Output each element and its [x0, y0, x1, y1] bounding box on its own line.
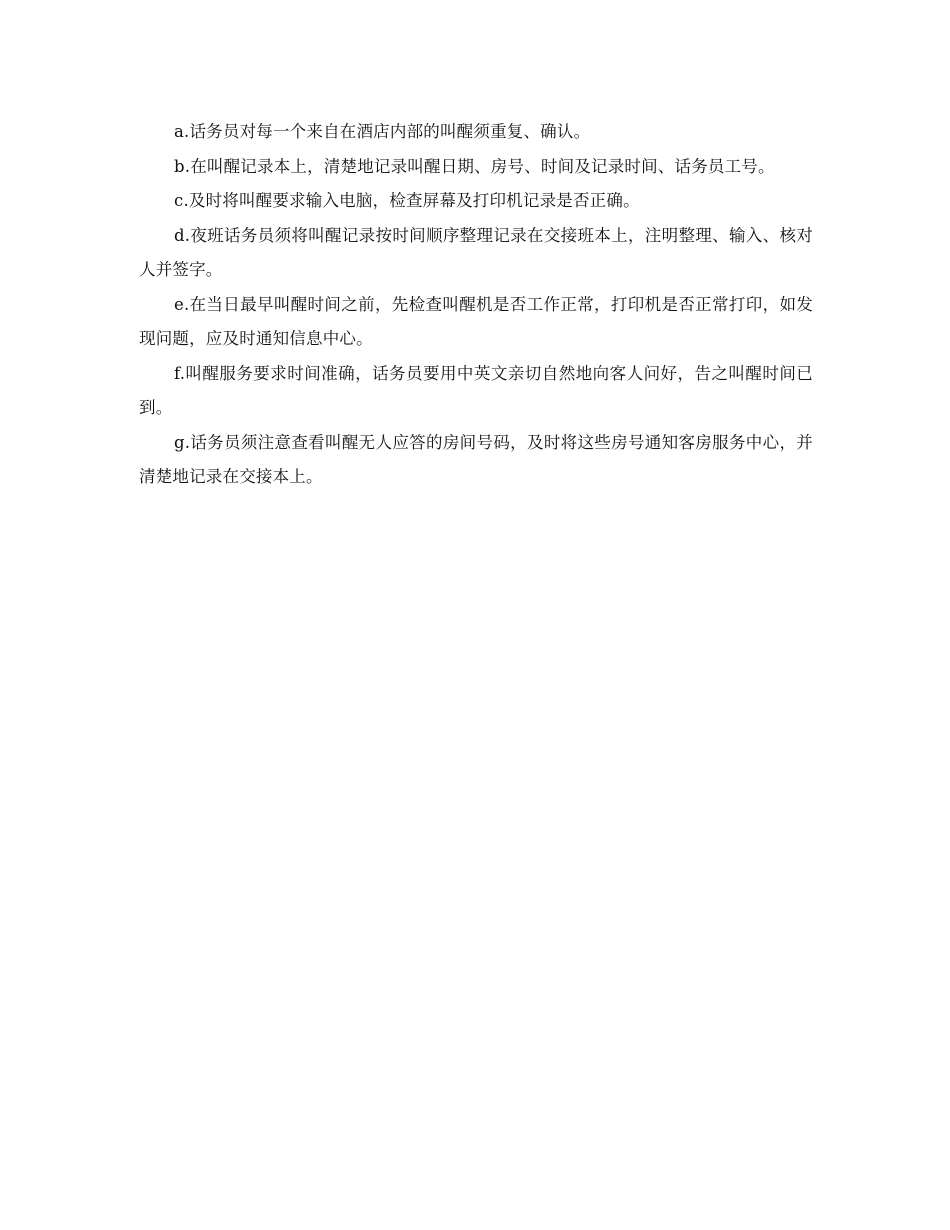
paragraph-c: c.及时将叫醒要求输入电脑，检查屏幕及打印机记录是否正确。	[174, 191, 640, 210]
paragraph-f: f.叫醒服务要求时间准确，话务员要用中英文亲切自然地向客人问好，告之叫醒时间已到。	[139, 363, 813, 417]
paragraph-a: a.话务员对每一个来自在酒店内部的叫醒须重复、确认。	[174, 122, 591, 141]
paragraph-e: e.在当日最早叫醒时间之前，先检查叫醒机是否工作正常，打印机是否正常打印，如发现问题，应及时通知信息中心。	[139, 294, 813, 348]
paragraph-d: d.夜班话务员须将叫醒记录按时间顺序整理记录在交接班本上，注明整理、输入、核对人并签字。	[139, 225, 813, 279]
document-body	[139, 115, 813, 495]
paragraph-b: b.在叫醒记录本上，清楚地记录叫醒日期、房号、时间及记录时间、话务员工号。	[174, 156, 775, 176]
paragraph-g: g.话务员须注意查看叫醒无人应答的房间号码，及时将这些房号通知客房服务中心，并清楚地记录在交接本上。	[139, 432, 813, 486]
